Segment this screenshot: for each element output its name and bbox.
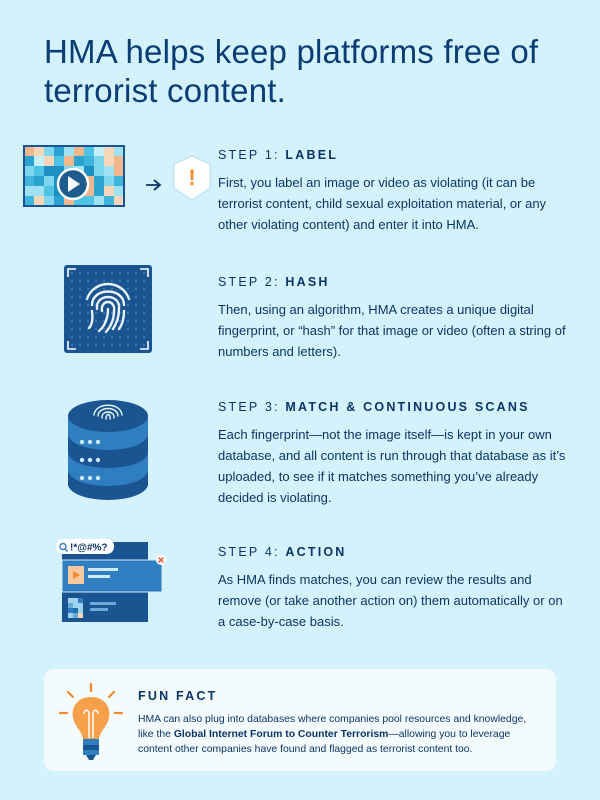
step-2	[218, 275, 568, 362]
step-4	[218, 545, 568, 632]
step-1-body: First, you label an image or video as violating (it can be terrorist content, child sexual exploitation material, or any other violating content) and enter it into HMA.	[218, 175, 547, 232]
lightbulb-icon	[56, 681, 126, 763]
step-3-heading: STEP 3: MATCH & CONTINUOUS SCANS	[218, 400, 530, 414]
step-2-body: Then, using an algorithm, HMA creates a unique digital fingerprint, or “hash” for that image or video (often a string of numbers and letters).	[218, 302, 566, 359]
database-icon	[66, 398, 150, 510]
step-3	[218, 400, 568, 508]
fingerprint-icon	[64, 265, 154, 355]
alert-mark: !	[188, 165, 196, 190]
review-window-icon	[50, 536, 170, 626]
fun-fact-body: HMA can also plug into databases where companies pool resources and knowledge, like the Global Internet Forum to Counter Terrorism—allowing you to leverage content other companies have found and flagged as terrorist content too.	[138, 714, 527, 755]
step-1	[218, 148, 568, 235]
step-2-heading: STEP 2: HASH	[218, 275, 330, 289]
step-3-body: Each fingerprint—not the image itself—is kept in your own database, and all content is run through that database as it’s uploaded, to see if it matches something you’ve already decided is violating.	[218, 427, 566, 505]
page-title: HMA helps keep platforms free of terrorist content.	[44, 33, 539, 109]
gifct-name: Global Internet Forum to Counter Terrorism	[173, 729, 389, 740]
step-4-body: As HMA finds matches, you can review the results and remove (or take another action on) them automatically or on a case-by-case basis.	[218, 572, 563, 629]
search-query-text: !*@#%?	[70, 542, 108, 554]
step-1-heading: STEP 1: LABEL	[218, 148, 339, 162]
fun-fact-heading: FUN FACT	[138, 689, 218, 703]
step-4-heading: STEP 4: ACTION	[218, 545, 347, 559]
fun-fact-card	[44, 669, 556, 771]
video-label-icon	[22, 142, 214, 212]
